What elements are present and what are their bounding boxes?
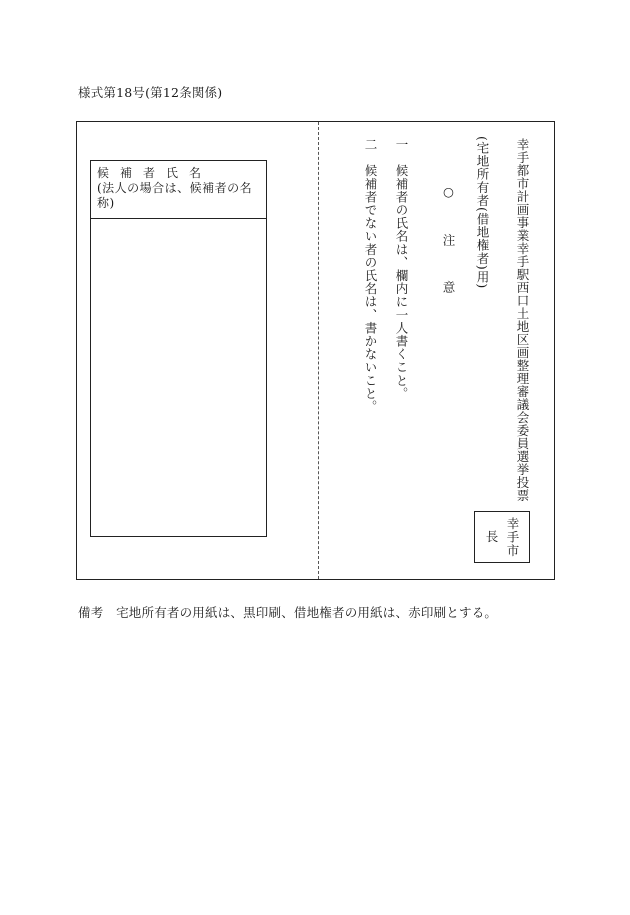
candidate-name-write-area[interactable] [91, 219, 266, 536]
mayor-stamp-box [474, 511, 530, 563]
fold-line [318, 122, 319, 579]
candidate-name-header [91, 161, 266, 219]
form-number: 様式第18号(第12条関係) [78, 85, 223, 100]
candidate-name-box [90, 160, 267, 537]
remarks: 備考 宅地所有者の用紙は、黒印刷、借地権者の用紙は、赤印刷とする。 [78, 605, 498, 620]
mayor-stamp-title: 長 [484, 530, 499, 544]
ballot-sheet [76, 121, 555, 580]
ballot-subtitle: (宅地所有者(借地権者)用) [475, 136, 490, 289]
candidate-name-note: (法人の場合は、候補者の名称) [97, 181, 253, 210]
candidate-name-title: 候補者氏名 [97, 166, 213, 180]
notice-heading: ○ 注 意 [441, 184, 456, 304]
notice-item: 一 候補者の氏名は、欄内に一人書くこと。 [394, 138, 409, 400]
mayor-stamp-city: 幸手市 [505, 517, 520, 558]
ballot-title: 幸手都市計画事業幸手駅西口土地区画整理審議会委員選挙投票 [515, 138, 530, 502]
notice-item: 二 候補者でない者の氏名は、書かないこと。 [363, 138, 378, 414]
